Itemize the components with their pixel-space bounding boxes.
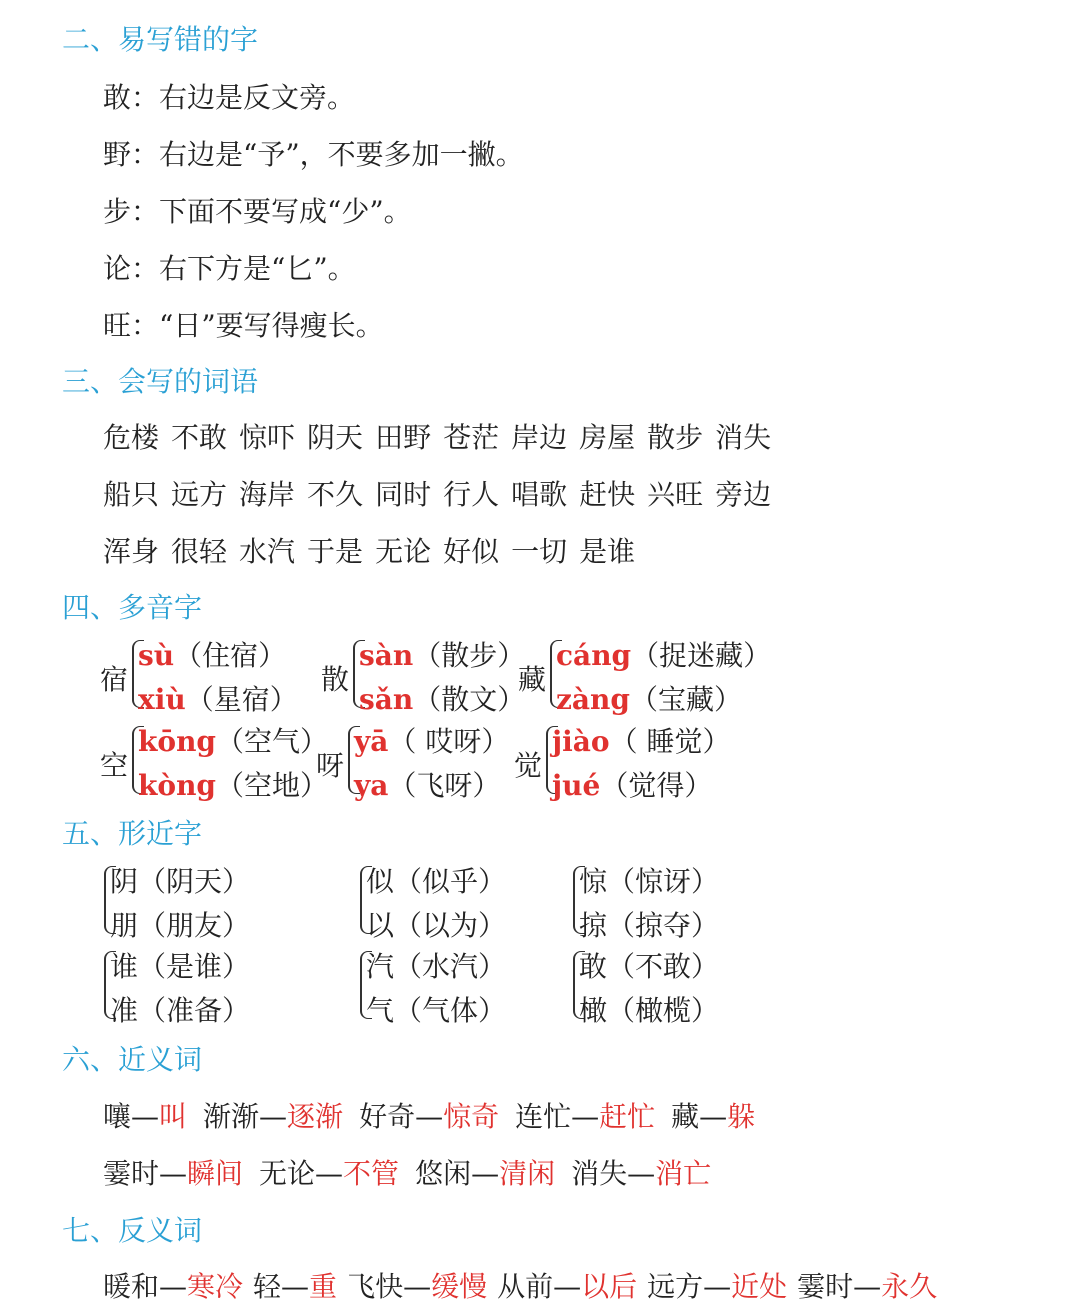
mistake-line: 论：右下方是“匕”。 — [103, 252, 356, 285]
mistake-line: 步：下面不要写成“少”。 — [103, 195, 412, 228]
polyphone-reading: xiù（星宿） — [138, 683, 298, 716]
polyphone-reading: ya（飞呀） — [354, 769, 501, 802]
polyphone-reading: sàn（散步） — [359, 639, 526, 672]
word: 阴天 — [307, 421, 364, 454]
antonym-pair: 远方—近处 — [647, 1270, 788, 1303]
polyphone-reading: kōng（空气） — [138, 725, 329, 758]
word: 水汽 — [239, 535, 296, 568]
antonym-row — [103, 1265, 937, 1305]
synonym-pair: 悠闲—清闲 — [415, 1157, 556, 1190]
word: 苍茫 — [443, 421, 500, 454]
synonym-pair: 好奇—惊奇 — [359, 1100, 500, 1133]
word: 同时 — [375, 478, 432, 511]
synonym-pair: 藏—躲 — [671, 1100, 756, 1133]
synonym-pair: 消失—消亡 — [571, 1157, 712, 1190]
polyphone-char: 宿 — [100, 663, 129, 696]
word: 海岸 — [239, 478, 296, 511]
word: 兴旺 — [647, 478, 704, 511]
word: 船只 — [103, 478, 160, 511]
polyphone-char: 散 — [321, 663, 350, 696]
word: 是谁 — [579, 535, 636, 568]
similar-char-item: 似（似乎） — [366, 865, 507, 898]
polyphone-char: 空 — [100, 749, 129, 782]
word-row — [103, 530, 647, 570]
similar-char-item: 汽（水汽） — [366, 950, 507, 983]
similar-char-item: 掠（掠夺） — [579, 909, 720, 942]
similar-char-item: 敢（不敢） — [579, 950, 720, 983]
polyphone-char: 藏 — [518, 663, 547, 696]
word: 很轻 — [171, 535, 228, 568]
word: 远方 — [171, 478, 228, 511]
mistake-line: 旺：“日”要写得瘦长。 — [103, 309, 384, 342]
word: 散步 — [647, 421, 704, 454]
polyphone-reading: sǎn（散文） — [359, 683, 526, 716]
word: 好似 — [443, 535, 500, 568]
word: 不敢 — [171, 421, 228, 454]
synonym-row — [103, 1095, 771, 1135]
word: 行人 — [443, 478, 500, 511]
polyphone-char: 觉 — [514, 749, 543, 782]
word: 赶快 — [579, 478, 636, 511]
similar-char-item: 惊（惊讶） — [579, 865, 720, 898]
polyphone-reading: yā（ 哎呀） — [354, 725, 510, 758]
word: 旁边 — [715, 478, 772, 511]
antonym-pair: 飞快—缓慢 — [347, 1270, 488, 1303]
similar-char-item: 气（气体） — [366, 994, 507, 1027]
word: 无论 — [375, 535, 432, 568]
polyphone-reading: cáng（捉迷藏） — [556, 639, 772, 672]
synonym-pair: 连忙—赶忙 — [515, 1100, 656, 1133]
synonym-pair: 嚷—叫 — [103, 1100, 188, 1133]
polyphone-reading: sù（住宿） — [138, 639, 287, 672]
word: 房屋 — [579, 421, 636, 454]
synonym-pair: 霎时—瞬间 — [103, 1157, 244, 1190]
word: 一切 — [511, 535, 568, 568]
similar-char-item: 准（准备） — [110, 994, 251, 1027]
antonym-pair: 霎时—永久 — [797, 1270, 938, 1303]
section-heading-similar-chars: 五、形近字 — [62, 817, 203, 850]
word: 不久 — [307, 478, 364, 511]
word: 浑身 — [103, 535, 160, 568]
word-row — [103, 416, 783, 456]
section-heading-antonyms: 七、反义词 — [62, 1214, 203, 1247]
similar-char-item: 阴（阴天） — [110, 865, 251, 898]
word-row — [103, 473, 783, 513]
word: 危楼 — [103, 421, 160, 454]
word: 消失 — [715, 421, 772, 454]
word: 唱歌 — [511, 478, 568, 511]
similar-char-item: 橄（橄榄） — [579, 994, 720, 1027]
similar-char-item: 朋（朋友） — [110, 909, 251, 942]
polyphone-reading: jué（觉得） — [552, 769, 713, 802]
polyphone-reading: zàng（宝藏） — [556, 683, 742, 716]
section-heading-polyphones: 四、多音字 — [62, 591, 203, 624]
polyphone-reading: jiào（ 睡觉） — [552, 725, 731, 758]
section-heading-words: 三、会写的词语 — [62, 365, 259, 398]
word: 田野 — [375, 421, 432, 454]
similar-char-item: 以（以为） — [366, 909, 507, 942]
word: 惊吓 — [239, 421, 296, 454]
synonym-pair: 渐渐—逐渐 — [203, 1100, 344, 1133]
synonym-row — [103, 1152, 727, 1192]
word: 岸边 — [511, 421, 568, 454]
synonym-pair: 无论—不管 — [259, 1157, 400, 1190]
polyphone-char: 呀 — [316, 749, 345, 782]
mistake-line: 野：右边是“予”，不要多加一撇。 — [103, 138, 524, 171]
antonym-pair: 轻—重 — [253, 1270, 338, 1303]
word: 于是 — [307, 535, 364, 568]
section-heading-synonyms: 六、近义词 — [62, 1043, 203, 1076]
section-heading-mistakes: 二、易写错的字 — [62, 23, 259, 56]
antonym-pair: 从前—以后 — [497, 1270, 638, 1303]
polyphone-reading: kòng（空地） — [138, 769, 329, 802]
similar-char-item: 谁（是谁） — [110, 950, 251, 983]
mistake-line: 敢：右边是反文旁。 — [103, 81, 356, 114]
antonym-pair: 暖和—寒冷 — [103, 1270, 244, 1303]
